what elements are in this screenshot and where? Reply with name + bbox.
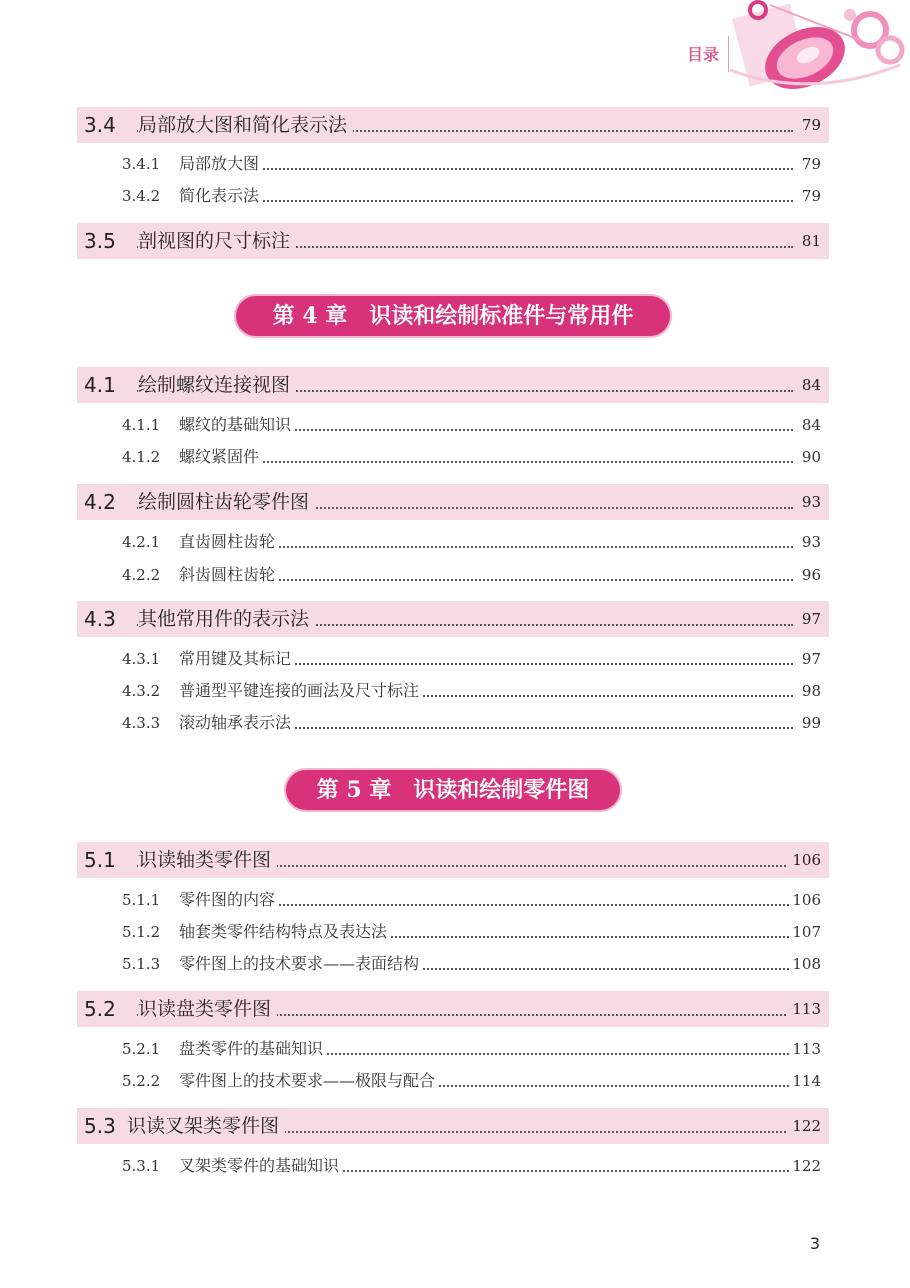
- section-page: 79: [798, 107, 821, 143]
- section-page: 81: [798, 223, 821, 259]
- section-entry[interactable]: [77, 223, 829, 259]
- subsection-title: 螺纹的基础知识: [179, 413, 295, 437]
- subsection-entry[interactable]: [122, 647, 821, 671]
- section-title: 剖视图的尺寸标注: [138, 223, 296, 259]
- subsection-title: 常用键及其标记: [179, 647, 295, 671]
- subsection-entry[interactable]: [122, 1069, 821, 1093]
- subsection-entry[interactable]: [122, 184, 821, 208]
- section-page: 122: [788, 1108, 821, 1144]
- page-number: 3: [809, 1234, 820, 1253]
- section-title: 识读盘类零件图: [138, 991, 277, 1027]
- section-title: 绘制圆柱齿轮零件图: [138, 484, 315, 520]
- section-number: 3.4: [84, 113, 116, 137]
- section-page: 106: [788, 842, 821, 878]
- subsection-title: 滚动轴承表示法: [179, 711, 295, 735]
- section-title: 识读轴类零件图: [138, 842, 277, 878]
- section-number: 4.3: [84, 607, 116, 631]
- subsection-page: 79: [799, 152, 821, 176]
- section-number: 3.5: [84, 229, 116, 253]
- section-page: 97: [798, 601, 821, 637]
- subsection-title: 零件图的内容: [179, 888, 279, 912]
- section-title: 识读叉架类零件图: [127, 1108, 285, 1144]
- subsection-page: 122: [789, 1154, 821, 1178]
- subsection-number: 5.1.1: [122, 891, 161, 909]
- subsection-number: 4.3.1: [122, 650, 161, 668]
- section-number: 5.2: [84, 997, 116, 1021]
- subsection-entry[interactable]: [122, 1037, 821, 1061]
- subsection-title: 零件图上的技术要求——表面结构: [179, 952, 423, 976]
- subsection-title: 简化表示法: [179, 184, 263, 208]
- section-title: 绘制螺纹连接视图: [138, 367, 296, 403]
- subsection-title: 叉架类零件的基础知识: [179, 1154, 343, 1178]
- section-entry[interactable]: [77, 842, 829, 878]
- section-title: 局部放大图和简化表示法: [138, 107, 353, 143]
- subsection-number: 3.4.1: [122, 155, 161, 173]
- subsection-number: 4.1.1: [122, 416, 161, 434]
- section-entry[interactable]: [77, 991, 829, 1027]
- header-label: 目录: [687, 45, 720, 64]
- subsection-number: 5.2.1: [122, 1040, 161, 1058]
- subsection-entry[interactable]: [122, 920, 821, 944]
- dot-leader: [182, 200, 793, 202]
- subsection-page: 97: [799, 647, 821, 671]
- subsection-page: 107: [789, 920, 821, 944]
- section-entry[interactable]: [77, 601, 829, 637]
- section-number: 4.1: [84, 373, 116, 397]
- subsection-page: 114: [789, 1069, 821, 1093]
- section-entry[interactable]: [77, 367, 829, 403]
- subsection-entry[interactable]: [122, 1154, 821, 1178]
- section-number: 5.3: [84, 1114, 116, 1138]
- subsection-page: 98: [799, 679, 821, 703]
- subsection-page: 96: [799, 563, 821, 587]
- subsection-title: 螺纹紧固件: [179, 445, 263, 469]
- subsection-entry[interactable]: [122, 563, 821, 587]
- subsection-entry[interactable]: [122, 152, 821, 176]
- dot-leader: [182, 461, 793, 463]
- subsection-page: 79: [799, 184, 821, 208]
- section-entry[interactable]: [77, 484, 829, 520]
- subsection-page: 108: [789, 952, 821, 976]
- section-number: 5.1: [84, 848, 116, 872]
- subsection-number: 4.2.1: [122, 533, 161, 551]
- subsection-entry[interactable]: [122, 679, 821, 703]
- subsection-entry[interactable]: [122, 445, 821, 469]
- subsection-page: 90: [799, 445, 821, 469]
- section-number: 4.2: [84, 490, 116, 514]
- subsection-title: 局部放大图: [179, 152, 263, 176]
- subsection-number: 5.3.1: [122, 1157, 161, 1175]
- subsection-page: 113: [789, 1037, 821, 1061]
- dot-leader: [182, 168, 793, 170]
- subsection-number: 4.3.2: [122, 682, 161, 700]
- subsection-title: 零件图上的技术要求——极限与配合: [179, 1069, 439, 1093]
- chapter-heading[interactable]: 第 5 章 识读和绘制零件图: [286, 770, 620, 810]
- subsection-entry[interactable]: [122, 530, 821, 554]
- subsection-title: 普通型平键连接的画法及尺寸标注: [179, 679, 423, 703]
- subsection-number: 5.1.3: [122, 955, 161, 973]
- subsection-number: 5.2.2: [122, 1072, 161, 1090]
- subsection-number: 3.4.2: [122, 187, 161, 205]
- subsection-page: 106: [789, 888, 821, 912]
- subsection-title: 直齿圆柱齿轮: [179, 530, 279, 554]
- subsection-page: 93: [799, 530, 821, 554]
- subsection-page: 99: [799, 711, 821, 735]
- section-entry[interactable]: [77, 107, 829, 143]
- subsection-page: 84: [799, 413, 821, 437]
- section-title: 其他常用件的表示法: [138, 601, 315, 637]
- section-page: 84: [798, 367, 821, 403]
- subsection-number: 5.1.2: [122, 923, 161, 941]
- subsection-title: 斜齿圆柱齿轮: [179, 563, 279, 587]
- section-page: 93: [798, 484, 821, 520]
- subsection-title: 盘类零件的基础知识: [179, 1037, 327, 1061]
- subsection-number: 4.3.3: [122, 714, 161, 732]
- subsection-entry[interactable]: [122, 888, 821, 912]
- subsection-entry[interactable]: [122, 711, 821, 735]
- section-entry[interactable]: [77, 1108, 829, 1144]
- section-page: 113: [788, 991, 821, 1027]
- subsection-title: 轴套类零件结构特点及表达法: [179, 920, 391, 944]
- subsection-number: 4.1.2: [122, 448, 161, 466]
- subsection-entry[interactable]: [122, 413, 821, 437]
- subsection-number: 4.2.2: [122, 566, 161, 584]
- subsection-entry[interactable]: [122, 952, 821, 976]
- chapter-heading[interactable]: 第 4 章 识读和绘制标准件与常用件: [236, 296, 670, 336]
